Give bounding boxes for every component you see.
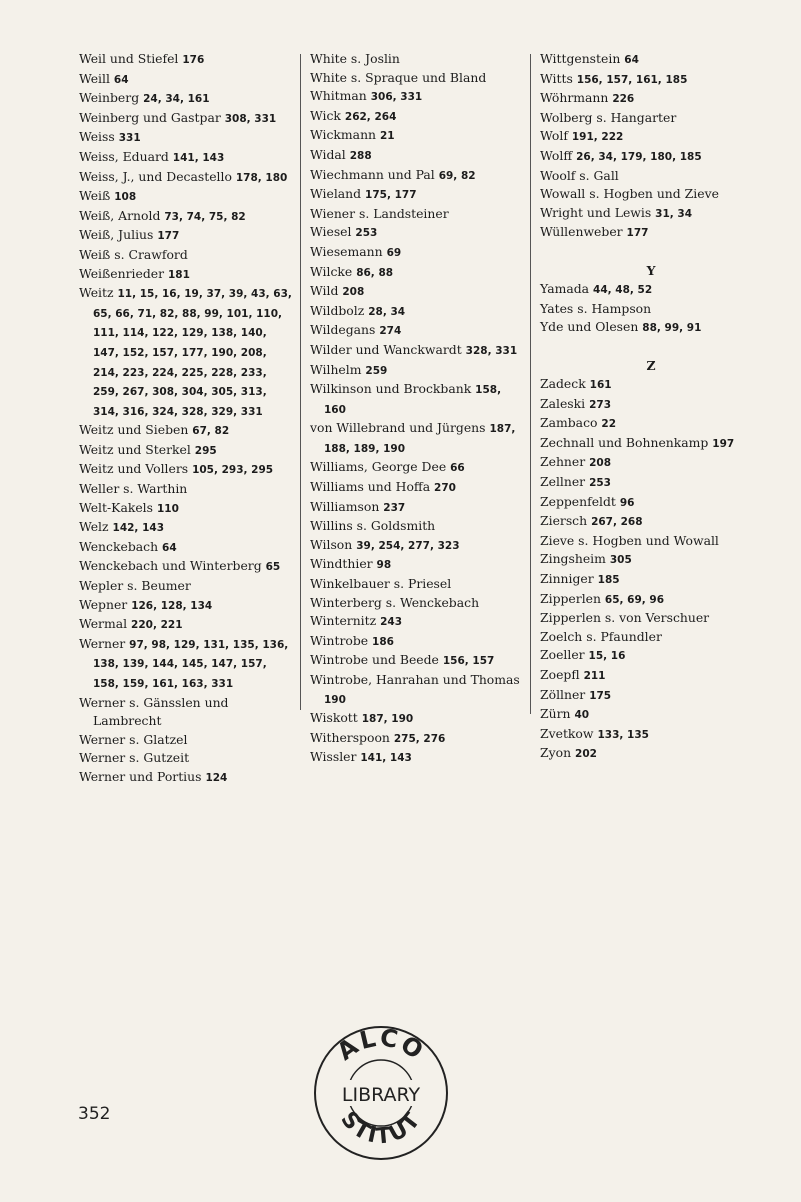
entry-pages: 161 — [589, 379, 612, 392]
entry-name: Zoeller — [540, 647, 585, 663]
entry-name: Wildegans — [310, 322, 376, 338]
index-entry — [310, 223, 526, 243]
entry-name: Wolff — [540, 147, 573, 163]
entry-name: Weiß s. Crawford — [79, 246, 188, 262]
entry-pages: 133, 135 — [597, 728, 649, 741]
index-column-3 — [540, 50, 762, 764]
index-entry — [540, 550, 762, 570]
entry-pages: 275, 276 — [393, 732, 446, 745]
entry-pages: 237 — [383, 501, 406, 514]
entry-pages: 110 — [156, 502, 179, 515]
entry-name: Ziersch — [540, 513, 588, 529]
entry-pages: 208 — [589, 457, 612, 470]
entry-name: Zehner — [540, 454, 586, 470]
index-entry — [310, 282, 526, 302]
index-entry — [540, 375, 762, 395]
entry-name: Zambaco — [540, 415, 598, 431]
entry-name: Yamada — [540, 281, 590, 297]
entry-pages: 175 — [589, 689, 612, 702]
entry-name: Wolf — [540, 128, 568, 144]
entry-name: Wieland — [310, 186, 362, 202]
index-entry — [310, 321, 526, 341]
entry-name: Zaleski — [540, 395, 586, 411]
entry-name: Werner — [79, 635, 126, 651]
entry-pages: 64 — [624, 54, 639, 66]
entry-pages: 208 — [342, 286, 365, 299]
entry-pages: 185 — [597, 574, 620, 587]
entry-name: Wiesel — [310, 224, 352, 240]
entry-pages: 274 — [379, 325, 402, 338]
index-entry — [540, 725, 762, 745]
library-stamp — [306, 1018, 456, 1168]
index-entry — [310, 126, 526, 146]
entry-name: Witherspoon — [310, 729, 390, 745]
index-entry — [310, 517, 526, 536]
entry-pages: 259 — [365, 364, 388, 377]
index-entry — [79, 518, 293, 538]
index-entry — [310, 205, 526, 224]
entry-name: Weiss — [79, 129, 115, 145]
index-entry — [79, 89, 293, 109]
entry-pages: 295 — [194, 444, 217, 457]
entry-name: Wintrobe — [310, 632, 369, 648]
index-entry — [540, 318, 762, 338]
column-divider — [300, 54, 301, 710]
entry-pages: 86, 88 — [356, 266, 394, 279]
entry-pages: 177 — [157, 230, 180, 243]
entry-name: Williamson — [310, 498, 380, 514]
entry-name: Werner und Portius — [79, 768, 202, 784]
index-entry — [540, 50, 762, 70]
entry-name: von Willebrand und Jürgens — [310, 420, 486, 436]
entry-name: Zoepfl — [540, 667, 580, 682]
index-entry — [79, 615, 293, 635]
entry-name: Winterberg s. Wenckebach — [310, 594, 480, 610]
index-entry — [79, 557, 293, 577]
entry-name: Zadeck — [540, 376, 586, 392]
entry-name: Weill — [79, 70, 110, 86]
entry-name: Widal — [310, 146, 346, 162]
entry-pages: 226 — [612, 93, 635, 106]
entry-name: Wickmann — [310, 127, 377, 143]
svg-text:STITUT — [335, 1107, 426, 1149]
entry-pages: 141, 143 — [360, 752, 412, 765]
entry-name: Weller s. Warthin — [79, 481, 188, 497]
entry-name: Wiesemann — [310, 243, 383, 259]
entry-name: White s. Spraque und Bland — [310, 69, 487, 85]
index-entry — [540, 280, 762, 300]
index-entry — [540, 89, 762, 109]
entry-name: Winternitz — [310, 613, 377, 629]
index-entry — [540, 570, 762, 590]
index-entry — [79, 246, 293, 265]
entry-name: Weil und Stiefel — [79, 51, 179, 66]
entry-pages: 69, 82 — [438, 169, 476, 182]
index-entry — [79, 460, 293, 480]
index-entry — [310, 575, 526, 594]
entry-pages: 31, 34 — [655, 207, 693, 220]
entry-name: Williams und Hoffa — [310, 479, 431, 495]
entry-name: Weiss, Eduard — [79, 148, 169, 164]
index-entry — [79, 768, 293, 788]
entry-name: Zyon — [540, 745, 572, 761]
index-entry — [310, 458, 526, 478]
index-entry — [79, 596, 293, 616]
entry-name: Weitz und Sterkel — [79, 441, 191, 457]
index-entry — [540, 666, 762, 686]
entry-name: Zvetkow — [540, 725, 594, 741]
entry-pages: 187, 188, 189, 190 — [324, 423, 516, 455]
entry-pages: 181 — [167, 268, 190, 281]
entry-name: Wick — [310, 107, 341, 123]
index-entry — [310, 709, 526, 729]
index-entry — [310, 185, 526, 205]
entry-name: Wermal — [79, 616, 128, 632]
entry-pages: 142, 143 — [112, 522, 164, 535]
index-entry — [310, 50, 526, 69]
index-entry — [540, 609, 762, 628]
entry-name: Weitz und Sieben — [79, 422, 189, 438]
entry-name: Zellner — [540, 474, 586, 490]
entry-pages: 270 — [434, 482, 456, 495]
entry-name: Weitz und Vollers — [79, 461, 189, 477]
entry-pages: 64 — [162, 541, 177, 554]
entry-pages: 156, 157, 161, 185 — [576, 73, 688, 86]
entry-pages: 305 — [609, 554, 632, 567]
index-entry — [540, 493, 762, 513]
entry-pages: 22 — [601, 418, 617, 431]
entry-pages: 39, 254, 277, 323 — [356, 539, 460, 552]
index-entry — [310, 263, 526, 283]
entry-name: Wenckebach — [79, 538, 159, 554]
entry-name: Wright und Lewis — [540, 204, 652, 220]
entry-name: Wöhrmann — [540, 90, 609, 106]
entry-pages: 28, 34 — [368, 305, 406, 318]
stamp-bottom-text: STITUT — [335, 1107, 427, 1150]
index-entry — [79, 50, 293, 70]
entry-name: Zipperlen — [540, 590, 601, 606]
index-column-1 — [79, 50, 293, 788]
index-entry — [540, 300, 762, 319]
entry-pages: 73, 74, 75, 82 — [164, 210, 246, 223]
index-entry — [79, 694, 293, 731]
index-entry — [540, 185, 762, 204]
entry-pages: 197 — [712, 437, 735, 450]
index-entry — [79, 284, 293, 421]
index-entry — [79, 577, 293, 596]
index-entry — [79, 441, 293, 461]
entry-pages: 40 — [574, 709, 590, 722]
entry-name: Weinberg — [79, 90, 140, 106]
index-entry — [310, 671, 526, 709]
entry-pages: 328, 331 — [465, 344, 518, 357]
entry-name: Zingsheim — [540, 551, 606, 567]
index-entry — [310, 361, 526, 381]
stamp-top-text: ALCO — [331, 1023, 430, 1066]
entry-pages: 178, 180 — [235, 171, 288, 184]
entry-name: Weiß, Julius — [79, 227, 154, 243]
entry-name: Winkelbauer s. Priesel — [310, 576, 452, 592]
entry-name: Wilkinson und Brockbank — [310, 381, 472, 397]
entry-pages: 190 — [324, 693, 346, 706]
entry-pages: 186 — [372, 635, 394, 648]
entry-name: Wintrobe, Hanrahan und Thomas — [310, 672, 520, 687]
index-entry — [310, 107, 526, 127]
entry-name: Weißenrieder — [79, 265, 165, 281]
index-entry — [310, 478, 526, 498]
entry-name: Woolf s. Gall — [540, 167, 619, 183]
entry-name: Zeppenfeldt — [540, 493, 616, 509]
entry-name: Wiskott — [310, 710, 358, 726]
index-entry — [310, 651, 526, 671]
entry-name: Wintrobe und Beede — [310, 652, 439, 668]
index-entry — [310, 146, 526, 166]
entry-pages: 66 — [450, 462, 465, 475]
index-entry — [540, 167, 762, 186]
entry-name: White s. Joslin — [310, 51, 400, 66]
entry-pages: 64 — [113, 73, 129, 86]
entry-pages: 176 — [182, 54, 205, 66]
index-entry — [79, 731, 293, 750]
entry-name: Wild — [310, 283, 339, 299]
entry-pages: 267, 268 — [591, 516, 643, 529]
index-entry — [540, 744, 762, 764]
entry-pages: 177 — [626, 227, 649, 240]
index-entry — [310, 729, 526, 749]
index-entry — [310, 419, 526, 458]
entry-name: Zöllner — [540, 686, 586, 702]
entry-name: Wissler — [310, 749, 357, 765]
index-entry — [79, 109, 293, 129]
entry-name: Wowall s. Hogben und Zieve — [540, 186, 719, 202]
entry-name: Werner s. Glatzel — [79, 731, 188, 747]
index-entry — [79, 635, 293, 694]
index-entry — [540, 686, 762, 706]
index-entry — [540, 223, 762, 243]
entry-pages: 288 — [349, 149, 372, 162]
index-entry — [310, 632, 526, 652]
column-divider — [530, 54, 531, 714]
entry-name: Wepler s. Beumer — [79, 578, 191, 594]
entry-pages: 124 — [205, 771, 228, 784]
index-entry — [310, 536, 526, 556]
entry-name: Wepner — [79, 596, 128, 612]
index-entry — [79, 749, 293, 768]
index-entry — [79, 499, 293, 519]
entry-pages: 211 — [583, 670, 606, 682]
entry-pages: 98 — [376, 559, 392, 572]
entry-name: Weitz — [79, 285, 114, 301]
entry-name: Wilson — [310, 536, 353, 552]
section-letter: Y — [646, 262, 656, 278]
index-entry — [540, 705, 762, 725]
index-entry — [310, 69, 526, 88]
index-entry — [79, 226, 293, 246]
entry-name: Werner s. Gänsslen und Lambrecht — [79, 694, 229, 729]
index-entry — [310, 243, 526, 263]
entry-name: Witts — [540, 70, 573, 86]
entry-pages: 69 — [386, 246, 402, 259]
entry-name: Welt-Kakels — [79, 499, 153, 515]
index-entry — [310, 594, 526, 613]
entry-name: Yde und Olesen — [540, 319, 639, 335]
index-entry — [310, 302, 526, 322]
entry-pages: 243 — [380, 616, 403, 629]
entry-pages: 331 — [118, 132, 141, 145]
entry-name: Werner s. Gutzeit — [79, 750, 190, 766]
entry-name: Wolberg s. Hangarter — [540, 109, 677, 125]
index-entry — [310, 748, 526, 768]
index-entry — [79, 421, 293, 441]
page-number: 352 — [78, 1104, 111, 1124]
section-letter: Z — [646, 357, 656, 373]
entry-pages: 156, 157 — [442, 655, 495, 668]
index-entry — [540, 434, 762, 454]
index-entry — [310, 498, 526, 518]
entry-pages: 141, 143 — [172, 151, 225, 164]
index-entry — [540, 70, 762, 90]
index-entry — [540, 395, 762, 415]
section-gap — [540, 338, 762, 357]
entry-pages: 108 — [114, 191, 137, 204]
entry-pages: 202 — [575, 748, 597, 761]
index-entry — [540, 147, 762, 167]
index-entry — [540, 532, 762, 551]
entry-name: Wenckebach und Winterberg — [79, 558, 262, 574]
index-entry — [79, 128, 293, 148]
entry-name: Zürn — [540, 706, 571, 722]
entry-pages: 11, 15, 16, 19, 37, 39, 43, 63, 65, 66, 71, 82, 88, 99, 101, 110, 111, 114, 122, 129, 138, 140, 147, 152, 157, 177, 190, 208, 214, 223, 224, 225, 228, 233, 259, 267, 308, 304, 305, 313, 314, 316, 324, 328, 329, 331 — [93, 288, 292, 418]
index-entry — [540, 109, 762, 128]
entry-name: Zieve s. Hogben und Wowall — [540, 532, 719, 548]
entry-pages: 262, 264 — [344, 110, 397, 123]
entry-pages: 220, 221 — [131, 619, 183, 632]
index-entry — [540, 590, 762, 610]
entry-pages: 21 — [379, 130, 395, 143]
index-entry — [79, 265, 293, 285]
index-entry — [540, 646, 762, 666]
entry-pages: 273 — [589, 398, 611, 411]
index-entry — [540, 414, 762, 434]
entry-pages: 126, 128, 134 — [131, 599, 213, 612]
index-entry — [310, 380, 526, 419]
index-entry — [79, 187, 293, 207]
entry-pages: 26, 34, 179, 180, 185 — [576, 150, 702, 163]
entry-pages: 158, 160 — [324, 384, 502, 416]
entry-pages: 191, 222 — [571, 131, 624, 144]
index-entry — [540, 473, 762, 493]
entry-name: Williams, George Dee — [310, 459, 447, 475]
entry-pages: 65 — [265, 561, 281, 574]
index-entry — [310, 612, 526, 632]
index-entry — [310, 166, 526, 186]
entry-pages: 308, 331 — [224, 112, 277, 125]
entry-pages: 105, 293, 295 — [192, 464, 274, 477]
entry-pages: 187, 190 — [361, 713, 414, 726]
entry-pages: 24, 34, 161 — [143, 93, 210, 106]
entry-pages: 97, 98, 129, 131, 135, 136, 138, 139, 144, 145, 147, 157, 158, 159, 161, 163, 331 — [93, 638, 289, 690]
entry-name: Wiechmann und Pal — [310, 166, 435, 182]
index-column-2 — [310, 50, 526, 768]
entry-name: Wilder und Wanckwardt — [310, 341, 462, 357]
index-entry — [310, 87, 526, 107]
index-entry — [540, 512, 762, 532]
entry-name: Zipperlen s. von Verschuer — [540, 610, 710, 626]
entry-pages: 306, 331 — [370, 91, 423, 104]
entry-name: Whitman — [310, 88, 367, 104]
index-entry — [79, 538, 293, 558]
index-entry — [310, 341, 526, 361]
entry-name: Zinniger — [540, 571, 594, 587]
entry-pages: 253 — [589, 477, 611, 490]
entry-name: Willins s. Goldsmith — [310, 518, 436, 534]
entry-pages: 88, 99, 91 — [642, 322, 702, 335]
entry-name: Weinberg und Gastpar — [79, 109, 221, 125]
index-entry — [540, 204, 762, 224]
entry-pages: 65, 69, 96 — [604, 593, 665, 606]
entry-name: Weiß, Arnold — [79, 207, 161, 223]
entry-name: Wilcke — [310, 263, 353, 279]
index-entry — [540, 453, 762, 473]
entry-name: Wiener s. Landsteiner — [310, 205, 449, 221]
entry-name: Wittgenstein — [540, 51, 621, 66]
entry-pages: 96 — [619, 496, 635, 509]
index-entry — [79, 207, 293, 227]
index-entry — [79, 480, 293, 499]
index-entry — [79, 148, 293, 168]
index-entry — [540, 127, 762, 147]
entry-pages: 15, 16 — [588, 650, 626, 663]
entry-pages: 67, 82 — [192, 425, 230, 438]
entry-name: Welz — [79, 519, 109, 535]
entry-pages: 175, 177 — [365, 189, 417, 202]
entry-name: Zechnall und Bohnenkamp — [540, 434, 709, 450]
entry-pages: 44, 48, 52 — [593, 284, 653, 297]
entry-name: Zoelch s. Pfaundler — [540, 628, 662, 644]
entry-name: Wüllenweber — [540, 224, 623, 240]
index-entry — [310, 555, 526, 575]
entry-name: Windthier — [310, 556, 373, 572]
entry-name: Wildbolz — [310, 302, 365, 318]
index-entry — [79, 70, 293, 90]
section-gap — [540, 243, 762, 262]
stamp-middle-text: LIBRARY — [341, 1084, 421, 1106]
entry-name: Yates s. Hampson — [540, 300, 652, 316]
entry-name: Weiss, J., und Decastello — [79, 168, 232, 184]
index-entry — [540, 628, 762, 647]
index-entry — [79, 168, 293, 188]
entry-pages: 253 — [355, 227, 378, 240]
entry-name: Weiß — [79, 188, 111, 204]
entry-name: Wilhelm — [310, 361, 362, 377]
